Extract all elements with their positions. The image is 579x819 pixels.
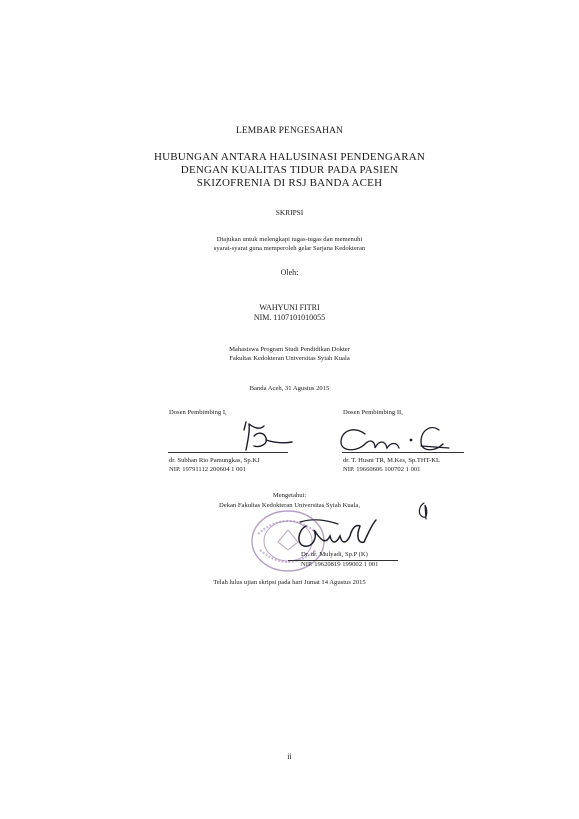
author-name: WAHYUNI FITRI	[259, 303, 320, 312]
supervisor-1-nip: NIP. 19791112 200604 1 001	[169, 466, 246, 473]
document-type: SKRIPSI	[275, 208, 304, 217]
signature-line	[168, 452, 288, 453]
purpose-line: Diajukan untuk melengkapi tugas-tugas dan memenuhi	[216, 236, 363, 243]
supervisor-1-name: dr. Subhan Rio Pamungkas, Sp.KJ	[169, 457, 260, 464]
page-heading: LEMBAR PENGESAHAN	[236, 126, 343, 136]
supervisor-2-label: Dosen Pembimbing II,	[343, 409, 403, 416]
supervisor-2-nip: NIP. 19660606 100702 1 001	[343, 466, 421, 473]
signature-line	[342, 452, 464, 453]
dean-nip: NIP. 19620819 199002 1 001	[301, 561, 379, 568]
author-nim: NIM. 1107101010055	[253, 313, 326, 322]
supervisor-2-signature	[335, 420, 453, 460]
approval-label: Mengetahui:	[272, 492, 307, 499]
supervisor-1-label: Dosen Pembimbing I,	[169, 409, 227, 416]
page-number: ii	[287, 752, 292, 761]
supervisor-2-name: dr. T. Husni TR, M.Kes, Sp.THT-KL	[343, 457, 441, 464]
title-line: HUBUNGAN ANTARA HALUSINASI PENDENGARAN	[153, 151, 426, 163]
initial-mark	[416, 501, 430, 521]
place-date: Banda Aceh, 31 Agustus 2015	[249, 385, 330, 392]
exam-note: Telah lulus ujian skripsi pada hari Jumat 14 Agustus 2015	[213, 579, 366, 586]
purpose-line: syarat-syarat guna memperoleh gelar Sarjana Kedokteran	[213, 245, 366, 252]
supervisor-1-signature	[240, 420, 310, 454]
dean-name: Dr. dr. Mulyadi, Sp.P (K)	[301, 551, 368, 558]
title-line: DENGAN KUALITAS TIDUR PADA PASIEN	[180, 164, 399, 176]
affiliation-line: Fakultas Kedokteran Universitas Syiah Kuala	[229, 355, 350, 362]
title-line: SKIZOFRENIA DI RSJ BANDA ACEH	[196, 177, 383, 189]
dean-label: Dekan Fakultas Kedokteran Universitas Syiah Kuala,	[219, 502, 360, 509]
affiliation-line: Mahasiswa Program Studi Pendidikan Dokter	[229, 346, 350, 353]
by-label: Oleh:	[280, 268, 299, 277]
